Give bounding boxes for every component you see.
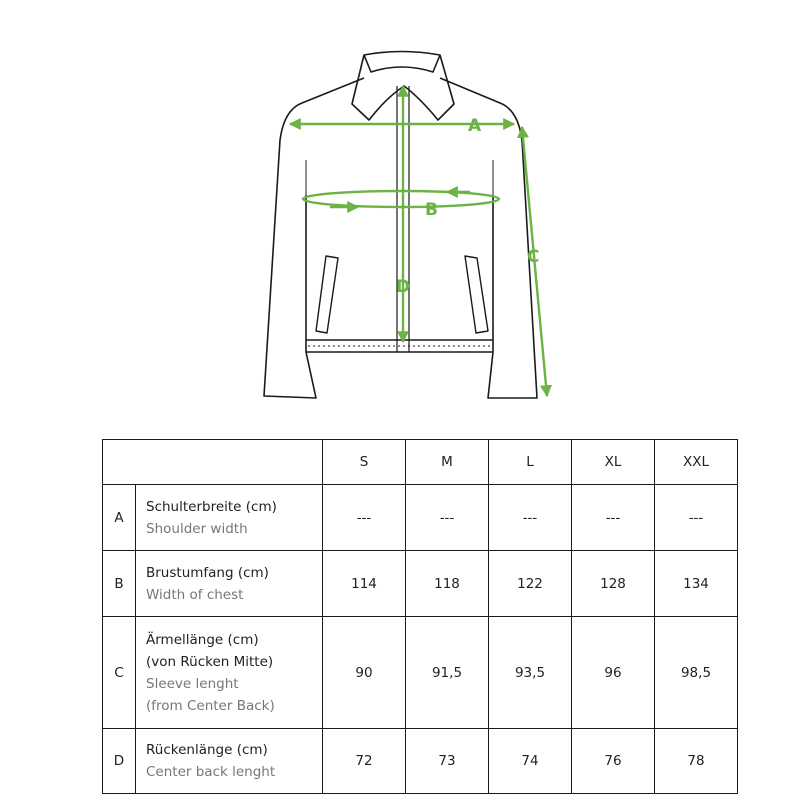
row-description: [136, 617, 323, 729]
row-key: A: [103, 485, 136, 551]
label-d: D: [396, 277, 411, 297]
english-label: Center back lenght: [146, 764, 276, 780]
value-cell: 76: [572, 729, 655, 794]
value-cell: 114: [323, 551, 406, 617]
german-label: Rückenlänge (cm): [146, 742, 268, 758]
english-label: Width of chest: [146, 586, 244, 603]
pocket-left: [316, 256, 338, 333]
size-header: S: [323, 440, 406, 485]
value-cell: 90: [323, 617, 406, 729]
value-cell: ---: [323, 485, 406, 551]
value-cell: 122: [489, 551, 572, 617]
value-cell: ---: [406, 485, 489, 551]
seam-lines: [306, 160, 493, 195]
size-header: XL: [572, 440, 655, 485]
german-label: Ärmellänge (cm): [146, 631, 259, 648]
table-row: [103, 617, 738, 729]
value-cell: 73: [406, 729, 489, 794]
english-label: Shoulder width: [146, 520, 248, 537]
jacket-body-outline: [264, 78, 540, 398]
header-blank-cell: [103, 440, 323, 485]
size-header: XXL: [655, 440, 738, 485]
table-row: [103, 551, 738, 617]
row-key: D: [103, 729, 136, 794]
german-label: Brustumfang (cm): [146, 564, 269, 581]
value-cell: 96: [572, 617, 655, 729]
jacket-outline: [264, 52, 540, 399]
size-table: [102, 439, 738, 794]
value-cell: 91,5: [406, 617, 489, 729]
size-header: L: [489, 440, 572, 485]
row-description: [136, 729, 323, 794]
row-key: C: [103, 617, 136, 729]
value-cell: 98,5: [655, 617, 738, 729]
table-row: [103, 485, 738, 551]
value-cell: 93,5: [489, 617, 572, 729]
label-a: A: [468, 116, 482, 136]
value-cell: ---: [655, 485, 738, 551]
value-cell: 118: [406, 551, 489, 617]
english-label: (from Center Back): [146, 697, 275, 714]
value-cell: ---: [572, 485, 655, 551]
measure-b-ellipse: [303, 191, 499, 207]
size-header: M: [406, 440, 489, 485]
table-row: [103, 729, 738, 794]
label-b: B: [425, 200, 438, 220]
label-c: C: [527, 247, 540, 267]
value-cell: 128: [572, 551, 655, 617]
value-cell: 78: [655, 729, 738, 794]
english-label: Sleeve lenght: [146, 675, 239, 692]
row-key: B: [103, 551, 136, 617]
row-description: [136, 551, 323, 617]
value-cell: 72: [323, 729, 406, 794]
value-cell: ---: [489, 485, 572, 551]
value-cell: 74: [489, 729, 572, 794]
value-cell: 134: [655, 551, 738, 617]
row-description: [136, 485, 323, 551]
table-header-row: [103, 440, 738, 485]
german-label: Schulterbreite (cm): [146, 498, 277, 515]
german-label: (von Rücken Mitte): [146, 653, 274, 670]
pocket-right: [465, 256, 488, 333]
measurement-lines: [290, 86, 547, 396]
